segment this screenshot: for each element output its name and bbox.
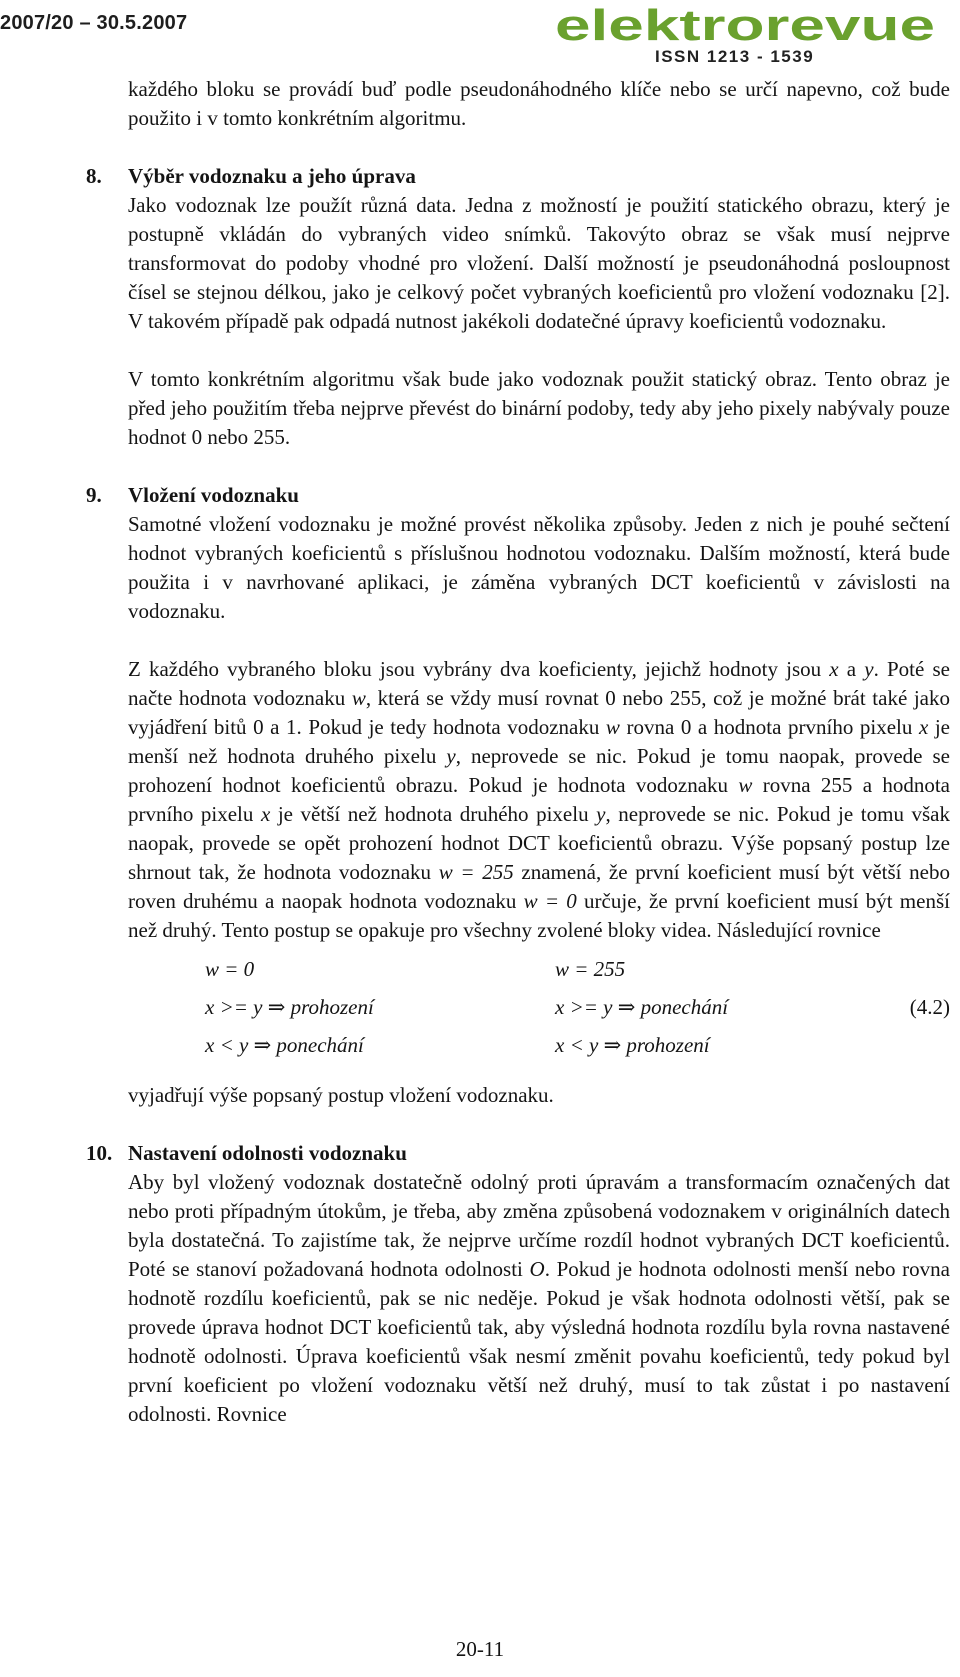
equation-term: x < y ⇒ ponechání [205, 1033, 364, 1057]
issn-label: ISSN 1213 - 1539 [655, 47, 815, 66]
section-9-paragraph-2: Z každého vybraného bloku jsou vybrány dva koeficienty, jejichž hodnoty jsou x a y. Poté se načte hodnota vodoznaku w, která se vždy musí rovnat 0 nebo 255, což je možné brát také jako vyjádření bitů 0 a 1. Pokud je tedy hodnota vodoznaku w rovna 0 a hodnota prvního pixelu x je menší než hodnota druhého pixelu y, neprovede se nic. Pokud je tomu naopak, provede se prohození hodnot koeficientů obrazu. Pokud je hodnota vodoznaku w rovna 255 a hodnota prvního pixelu x je větší než hodnota druhého pixelu y, neprovede se nic. Pokud je tomu však naopak, provede se opět prohození hodnot DCT koeficientů obrazu. Výše popsaný postup lze shrnout tak, že hodnota vodoznaku w = 255 znamená, že první koeficient musí být větší nebo roven druhému a naopak hodnota vodoznaku w = 0 určuje, že první koeficient musí být menší než druhý. Tento postup se opakuje pro všechny zvolené bloky videa. Následující rovnice [128, 657, 950, 942]
section-title: Vložení vodoznaku [128, 483, 299, 507]
section-8-heading [86, 162, 950, 191]
equation-4-2 [128, 955, 950, 1067]
section-8-paragraph-2: V tomto konkrétním algoritmu však bude jako vodoznak použit statický obraz. Tento obraz je před jeho použitím třeba nejprve převést do binární podoby, tedy aby jeho pixely nabývaly pouze hodnot 0 nebo 255. [128, 367, 950, 449]
equation-term: x >= y ⇒ ponechání [555, 995, 729, 1019]
section-title: Nastavení odolnosti vodoznaku [128, 1141, 407, 1165]
equation-term: x >= y ⇒ prohození [205, 995, 374, 1019]
logo-text: elektrorevue [555, 1, 935, 50]
equation-term: w = 0 [205, 957, 255, 981]
section-8-paragraph-1: Jako vodoznak lze použít různá data. Jedna z možností je použití statického obrazu, který je postupně vkládán do vybraných video snímků. Takovýto obraz se však musí nejprve transformovat do podoby vhodné pro vložení. Další možností je pseudonáhodná posloupnost čísel se stejnou délkou, jako je celkový počet vybraných koeficientů pro vložení vodoznaku [2]. V takovém případě pak odpadá nutnost jakékoli dodatečné úpravy koeficientů vodoznaku. [128, 193, 950, 333]
section-number: 8. [86, 164, 102, 188]
section-title: Výběr vodoznaku a jeho úprava [128, 164, 416, 188]
section-10-heading [86, 1139, 950, 1168]
section-10-paragraph-1: Aby byl vložený vodoznak dostatečně odolný proti úpravám a transformacím označených dat nebo proti případným útokům, je třeba, aby změna způsobená vodoznakem v originálních datech byla dostatečná. To zajistíme tak, že nejprve určíme rozdíl hodnot vybraných DCT koeficientů. Poté se stanoví požadovaná hodnota odolnosti O. Pokud je hodnota odolnosti menší nebo rovna hodnotě rozdílu koeficientů, pak se nic neděje. Pokud je však hodnota odolnosti větší, pak se provede úprava hodnot DCT koeficientů tak, aby výsledná hodnota rozdílu byla rovna nastavené hodnotě odolnosti. Úprava koeficientů však nesmí změnit povahu koeficientů, tedy pokud byl první koeficient po vložení vodoznaku větší než druhý, musí to tak zůstat i po nastavení odolnosti. Rovnice [128, 1170, 950, 1426]
section-9-paragraph-3: vyjadřují výše popsaný postup vložení vodoznaku. [128, 1083, 554, 1107]
equation-term: w = 255 [555, 957, 626, 981]
page-body [86, 75, 950, 1429]
equation-number: (4.2) [909, 995, 950, 1019]
logo-wordmark [555, 1, 940, 50]
equation-term: x < y ⇒ prohození [555, 1033, 710, 1057]
elektrorevue-logo [555, 1, 945, 70]
intro-paragraph: každého bloku se provádí buď podle pseudonáhodného klíče nebo se určí napevno, což bude použito i v tomto konkrétním algoritmu. [128, 77, 950, 130]
section-number: 10. [86, 1141, 113, 1165]
issue-date: 2007/20 – 30.5.2007 [0, 12, 188, 34]
section-9-paragraph-1: Samotné vložení vodoznaku je možné provést několika způsoby. Jeden z nich je pouhé sečtení hodnot vybraných koeficientů s příslušnou hodnotou vodoznaku. Dalším možností, která bude použita i v navrhované aplikaci, je záměna vybraných DCT koeficientů v závislosti na vodoznaku. [128, 512, 950, 623]
page-number: 20-11 [455, 1637, 505, 1661]
section-9-heading [86, 481, 950, 510]
section-number: 9. [86, 483, 102, 507]
